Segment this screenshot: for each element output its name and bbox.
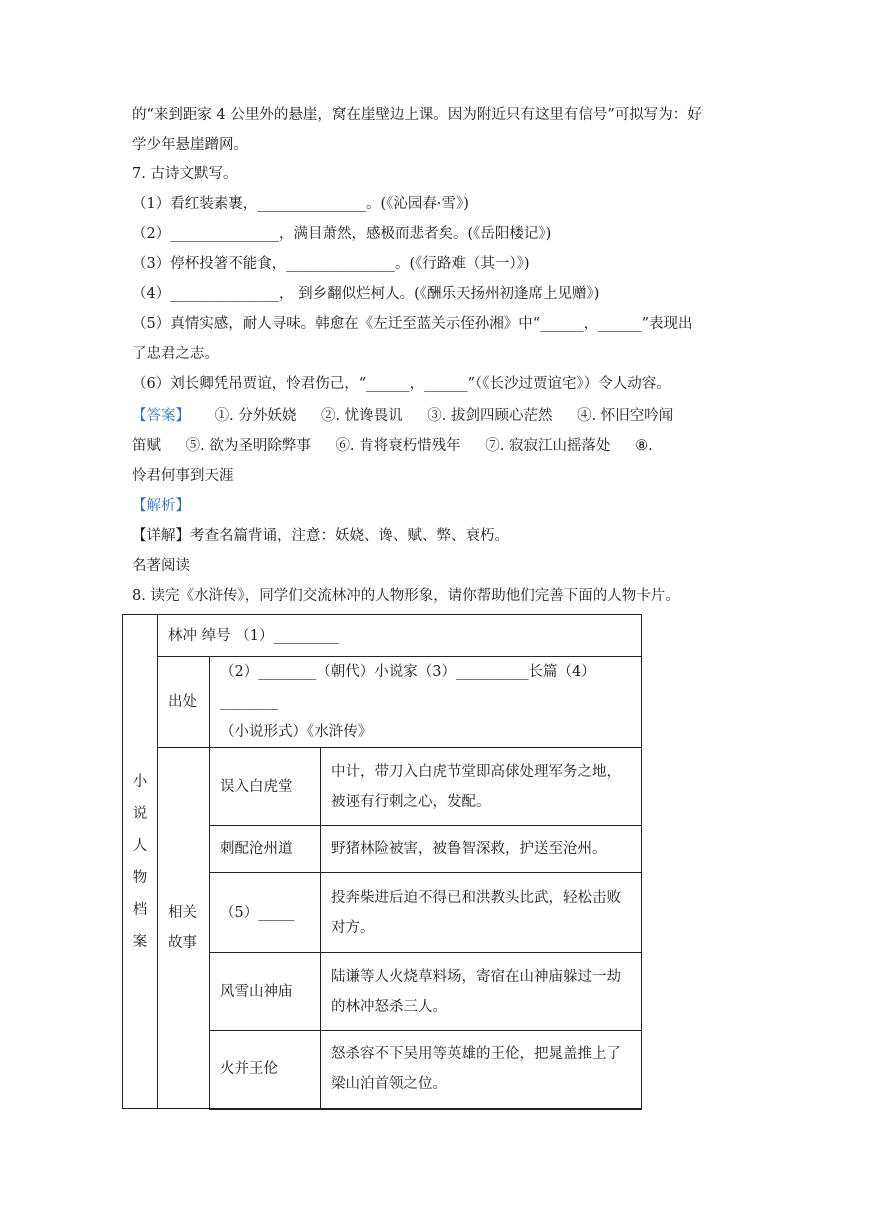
analysis-label: 【解析】	[132, 498, 190, 514]
q7-item-1: （1）看红装素裹，_______________。(《沁园春·雪》)	[132, 196, 469, 212]
q7-item-4: （4）_______________， 到乡翻似烂柯人。(《酬乐天扬州初逢席上见赠》)	[132, 286, 600, 302]
answer-1: ①. 分外妖娆	[214, 408, 297, 424]
side-char: 说	[132, 805, 148, 822]
story-desc-line: 投奔柴进后迫不得已和洪教头比武，轻松击败	[331, 889, 621, 906]
character-card-table	[122, 614, 642, 1110]
story-title: 火并王伦	[210, 1031, 321, 1109]
story-desc	[321, 748, 642, 826]
story-desc	[321, 826, 642, 873]
q7-item-3: （3）停杯投箸不能食，_______________。(《行路难（其一）》)	[132, 256, 530, 272]
story-desc-line: 的林冲怒杀三人。	[331, 998, 447, 1015]
answer-line-1	[132, 406, 673, 426]
source-line-1: （2）________（朝代）小说家（3）__________长篇（4）________	[220, 664, 596, 710]
story-desc-line: 梁山泊首领之位。	[331, 1076, 447, 1093]
side-char: 案	[132, 933, 148, 950]
story-title: （5）_____	[210, 873, 321, 953]
q7-item-5: （5）真情实感，耐人寻味。韩愈在《左迁至蓝关示侄孙湘》中“______，______”表现出	[132, 316, 693, 332]
story-desc-line: 被诬有行刺之心，发配。	[331, 793, 491, 810]
source-line-2: （小说形式）《水浒传》	[220, 724, 373, 740]
story-desc-line: 野猪林险被害，被鲁智深救，护送至沧州。	[331, 841, 607, 857]
story-title: 误入白虎堂	[210, 748, 321, 826]
answer-line-3: 怜君何事到天涯	[132, 468, 234, 484]
side-char: 档	[132, 901, 148, 918]
side-char: 物	[132, 869, 148, 886]
answer-7: ⑦. 寂寂江山摇落处	[485, 438, 611, 454]
intro-line-2: 学少年悬崖蹭网。	[132, 137, 248, 153]
answer-2: ②. 忧谗畏讥	[320, 408, 403, 424]
question-7-title: 7. 古诗文默写。	[132, 166, 238, 182]
story-desc	[321, 873, 642, 953]
card-name-row: 林冲 绰号 （1）_________	[158, 615, 642, 657]
story-desc-line: 怒杀容不下吴用等英雄的王伦，把晁盖推上了	[331, 1046, 621, 1063]
card-stories-label	[158, 748, 210, 1109]
story-desc-line: 中计，带刀入白虎节堂即高俅处理军务之地，	[331, 763, 621, 780]
story-title: 刺配沧州道	[210, 826, 321, 873]
answer-3: ③. 拔剑四顾心茫然	[427, 408, 553, 424]
q7-item-2: （2）_______________，满目萧然，感极而悲者矣。(《岳阳楼记》)	[132, 226, 552, 242]
card-source-label: 出处	[158, 657, 210, 748]
story-title: 风雪山神庙	[210, 953, 321, 1031]
story-desc-line: 对方。	[331, 919, 375, 936]
answer-8: ⑧.	[635, 438, 653, 454]
section-title: 名著阅读	[132, 558, 190, 574]
side-char: 小	[132, 773, 148, 790]
intro-line-1: 的“来到距家 4 公里外的悬崖，窝在崖壁边上课。因为附近只有这里有信号”可拟写为：好	[132, 107, 702, 123]
answer-5: ⑤. 欲为圣明除弊事	[185, 438, 311, 454]
card-side-label	[123, 615, 158, 1109]
story-desc	[321, 1031, 642, 1109]
q7-item-6: （6）刘长卿凭吊贾谊，怜君伤己，“______，______”（《长沙过贾谊宅》）令人动容。	[132, 376, 671, 392]
answer-4: ④. 怀旧空吟闻	[577, 408, 674, 424]
question-8-title: 8. 读完《水浒传》，同学们交流林冲的人物形象，请你帮助他们完善下面的人物卡片。	[132, 588, 680, 604]
detail-text: 【详解】考查名篇背诵，注意：妖娆、谗、赋、弊、衰朽。	[132, 528, 509, 544]
story-desc-line: 陆谦等人火烧草料场，寄宿在山神庙躲过一劫	[331, 968, 621, 985]
card-source-cell	[210, 657, 642, 748]
side-char: 人	[132, 837, 148, 854]
answer-6: ⑥. 肯将衰朽惜残年	[335, 438, 461, 454]
story-desc	[321, 953, 642, 1031]
answer-label: 【答案】	[132, 408, 190, 424]
stories-label-text: 相关故事	[168, 905, 197, 951]
q7-item-5-cont: 了忠君之志。	[132, 346, 219, 362]
answer-line-2	[132, 436, 653, 456]
answer-4-cont: 笛赋	[132, 438, 161, 454]
